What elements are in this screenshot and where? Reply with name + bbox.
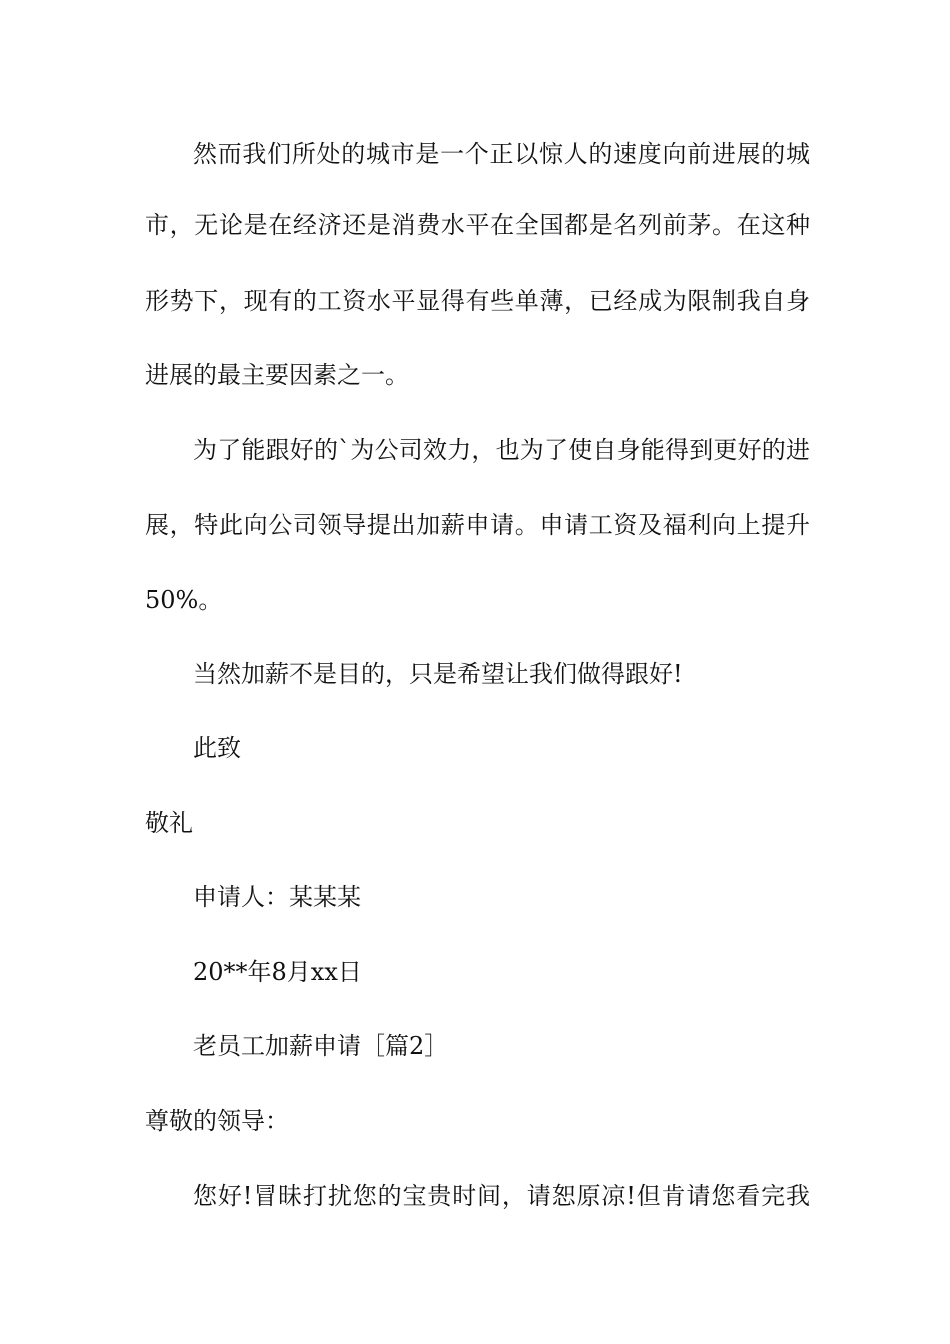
applicant-line: 申请人：某某某 [193,883,361,911]
paragraph-line: 当然加薪不是目的，只是希望让我们做得跟好! [193,660,683,688]
paragraph-line: 为了能跟好的`为公司效力，也为了使自身能得到更好的进 [193,436,810,464]
salutation-line: 此致 [193,734,241,762]
paragraph-line: 然而我们所处的城市是一个正以惊人的速度向前进展的城 [193,140,810,168]
paragraph-line: 展，特此向公司领导提出加薪申请。申请工资及福利向上提升 [145,511,810,539]
paragraph-line: 市，无论是在经济还是消费水平在全国都是名列前茅。在这种 [145,211,810,239]
date-line: 20**年8月xx日 [193,958,362,986]
section-title: 老员工加薪申请［篇2］ [193,1032,449,1060]
paragraph-line: 进展的最主要因素之一。 [145,361,409,389]
paragraph-line: 您好!冒昧打扰您的宝贵时间，请恕原凉!但肯请您看完我 [193,1182,810,1210]
paragraph-line: 50%。 [145,586,223,614]
greeting-line: 尊敬的领导： [145,1107,289,1135]
paragraph-line: 形势下，现有的工资水平显得有些单薄，已经成为限制我自身 [145,287,810,315]
closing-line: 敬礼 [145,809,193,837]
